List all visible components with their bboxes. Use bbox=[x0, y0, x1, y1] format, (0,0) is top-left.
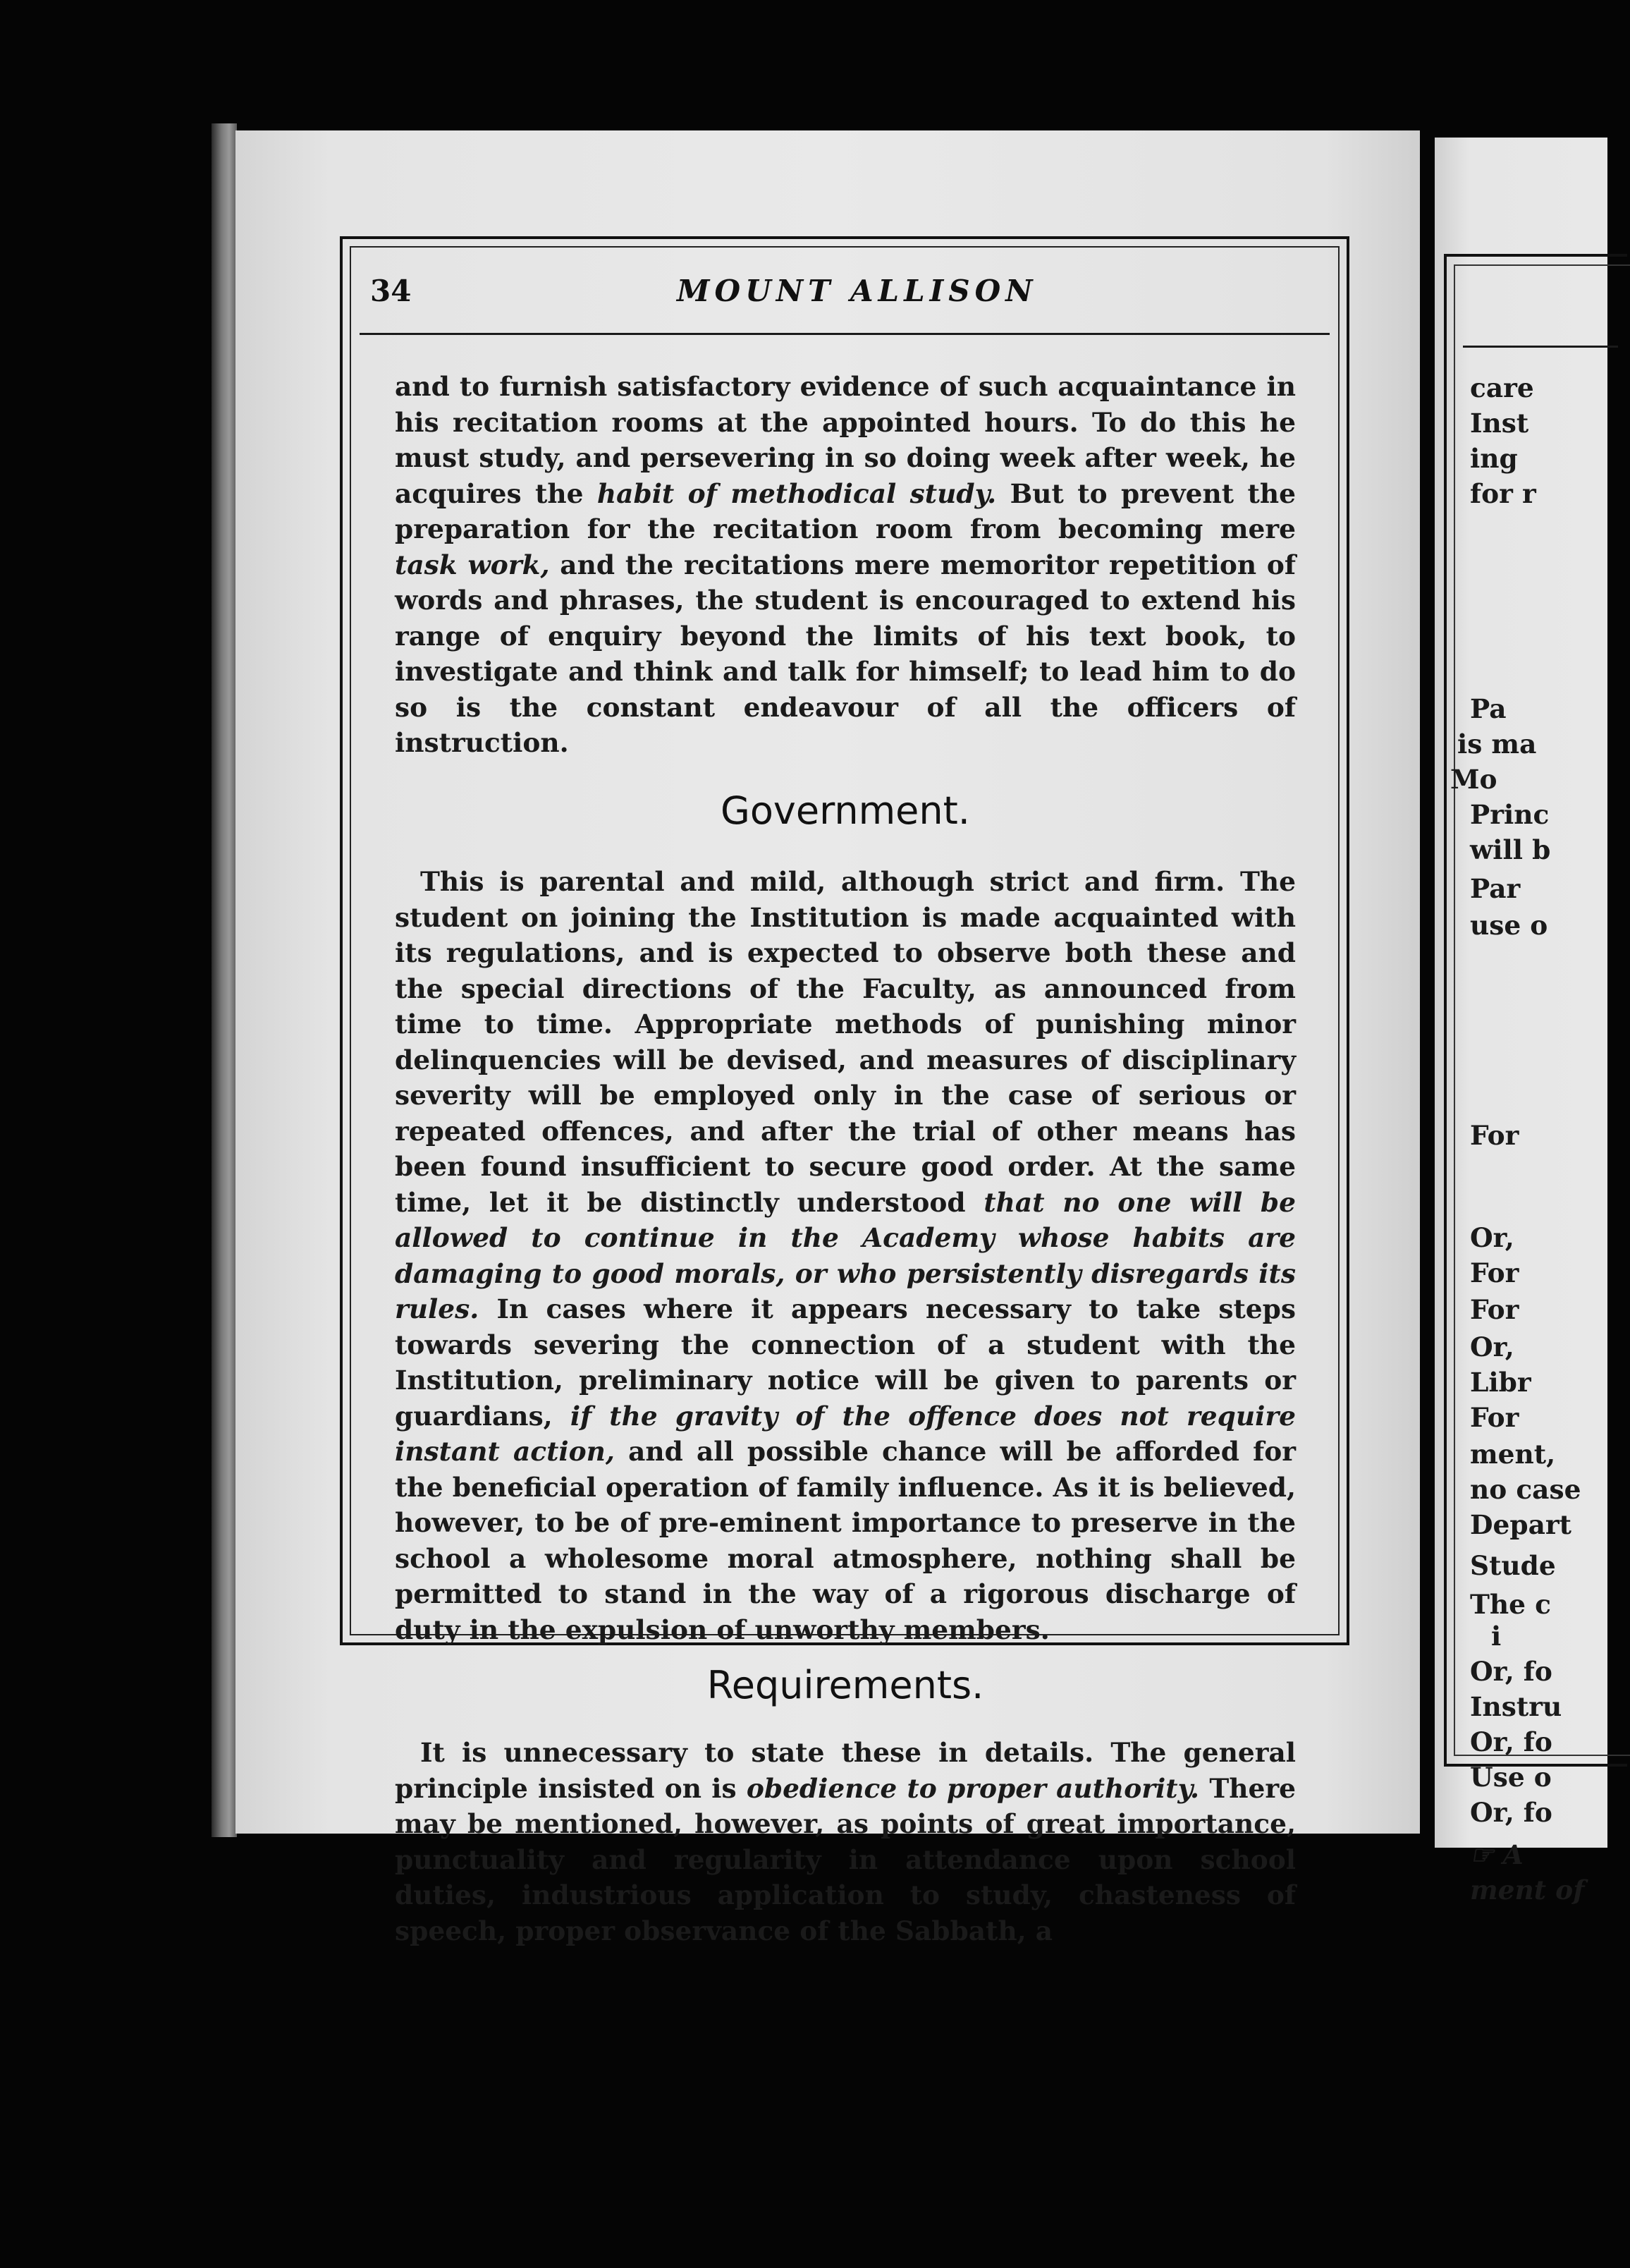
right-page-line: care bbox=[1470, 372, 1534, 403]
right-page-line: For bbox=[1470, 1257, 1519, 1288]
right-page-line: for r bbox=[1470, 478, 1536, 509]
right-page-line: Or, fo bbox=[1470, 1797, 1552, 1828]
right-page-line: Stude bbox=[1470, 1550, 1556, 1581]
government-heading: Government. bbox=[721, 788, 970, 833]
right-page-line: ment, bbox=[1470, 1439, 1556, 1470]
right-page-line: ment of bbox=[1470, 1874, 1585, 1906]
right-page-line: Princ bbox=[1470, 799, 1550, 830]
header-rule bbox=[360, 333, 1330, 335]
right-page-line: ☞ A bbox=[1470, 1839, 1524, 1870]
right-page-line: Or, bbox=[1470, 1331, 1514, 1362]
right-page-line: Par bbox=[1470, 873, 1521, 904]
book-spine-edge bbox=[212, 123, 237, 1837]
right-page-line: Or, fo bbox=[1470, 1656, 1552, 1687]
right-page-line: i bbox=[1491, 1621, 1502, 1652]
requirements-paragraph: It is unnecessary to state these in details. The general principle insisted on is obedience to proper authority. There may be mentioned, however, as points of great importance, punctuality and regularity in attendance upon school duties, industrious application to study, chasteness of speech, proper observance of the Sabbath, a bbox=[395, 1737, 1296, 1946]
right-page-line: Or, bbox=[1470, 1222, 1514, 1253]
right-page-line: Mo bbox=[1450, 764, 1497, 795]
government-paragraph: This is parental and mild, although strict and firm. The student on joining the Institution is made acquainted with its regulations, and is expected to observe both these and the special directions of the Faculty, as announced from time to time. Appropriate methods of punishing minor delinquencies will be devised, and measures of disciplinary severity will be employed only in the case of serious or repeated offences, and after the trial of other means has been found insufficient to secure good order. At the same time, let it be distinctly understood that no one will be allowed to continue in the Academy whose habits are damaging to good morals, or who persistently disregards its rules. In cases where it appears necessary to take steps towards severing the connection of a student with the Institution, preliminary notice will be given to parents or guardians, if the gravity of the offence does not require instant action, and all possible chance will be afforded for the beneficial operation of family influence. As it is believed, however, to be of pre-eminent importance to preserve in the school a wholesome moral atmosphere, nothing shall be permitted to stand in the way of a rigorous discharge of duty in the expulsion of unworthy members. bbox=[395, 866, 1297, 1645]
right-page-line: Pa bbox=[1470, 693, 1507, 724]
right-page-line: Use o bbox=[1470, 1762, 1552, 1793]
intro-paragraph: and to furnish satisfactory evidence of such acquaintance in his recitation rooms at the appointed hours. To do this he must study, and persevering in so doing week after week, he acquires the habit of methodical study. But to prevent the preparation for the recitation room from becoming mere task work, and the recitations mere memoritor repetition of words and phrases, the student is encouraged to extend his range of enquiry beyond the limits of his text book, to investigate and think and talk for himself; to lead him to do so is the constant endeavour of all the officers of instruction. bbox=[395, 371, 1297, 758]
right-page-line: no case bbox=[1470, 1474, 1581, 1505]
right-page-header-rule bbox=[1463, 346, 1618, 348]
right-page-line: will b bbox=[1470, 834, 1551, 865]
right-page bbox=[1435, 138, 1607, 1906]
right-page-line: For bbox=[1470, 1402, 1519, 1433]
running-head: MOUNT ALLISON bbox=[677, 274, 1038, 308]
right-page-line: is ma bbox=[1457, 728, 1537, 760]
right-page-line: ing bbox=[1470, 443, 1518, 474]
right-page-line: The c bbox=[1470, 1589, 1551, 1620]
right-page-line: For bbox=[1470, 1120, 1519, 1151]
requirements-heading: Requirements. bbox=[706, 1663, 984, 1707]
page-number: 34 bbox=[370, 274, 412, 308]
right-page-line: Or, fo bbox=[1470, 1726, 1552, 1757]
right-page-line: Inst bbox=[1470, 408, 1529, 439]
right-page-line: Libr bbox=[1470, 1367, 1531, 1398]
right-page-line: Depart bbox=[1470, 1509, 1571, 1540]
right-page-line: use o bbox=[1470, 910, 1548, 941]
right-page-line: Instru bbox=[1470, 1691, 1562, 1722]
right-page-line: For bbox=[1470, 1294, 1519, 1325]
